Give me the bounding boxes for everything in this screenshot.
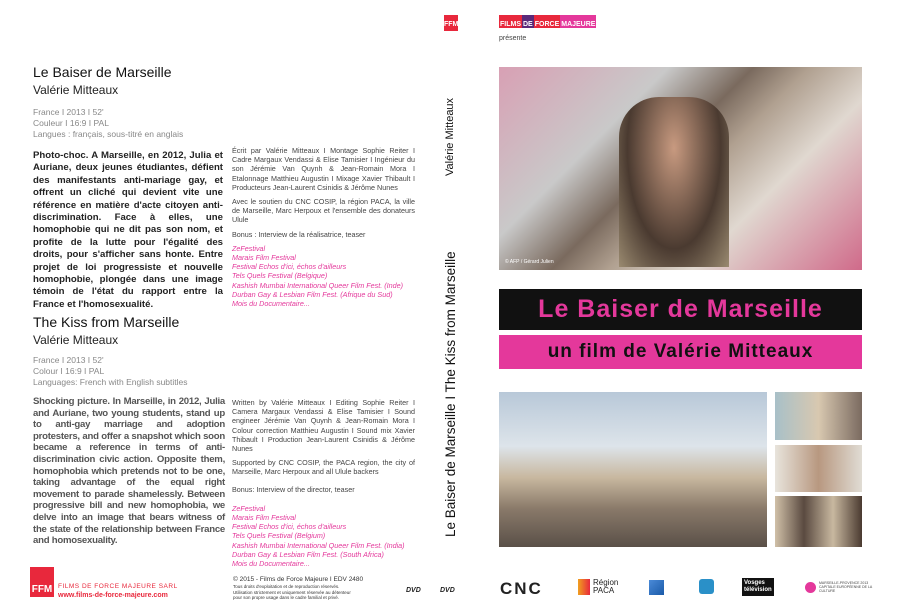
support-text: Supported by CNC COSIP, the PACA region, the city of Marseille, Marc Herpoux and all Ulule backers xyxy=(232,458,415,477)
festival: Kashish Mumbai International Queer Film Fest. (India) xyxy=(232,540,405,550)
french-director: Valérie Mitteaux xyxy=(33,83,119,97)
support-text: Avec le soutien du CNC COSIP, la région PACA, la ville de Marseille, Marc Herpoux et l'ensemble des donateurs Ulule xyxy=(232,197,415,225)
ffm-logo: FFM xyxy=(30,567,54,597)
french-meta xyxy=(33,107,223,140)
festival: Festival Echos d'ici, échos d'ailleurs xyxy=(232,262,347,272)
festival: Durban Gay & Lesbian Film Fest. (South Africa) xyxy=(232,549,384,559)
copyright: © 2015 - Films de Force Majeure I EDV 2480 xyxy=(233,576,364,583)
cnc-logo: CNC xyxy=(500,579,543,598)
brand-word: MAJEURE xyxy=(560,15,596,28)
paca-text: Région PACA xyxy=(593,578,619,595)
spine-director: Valérie Mitteaux xyxy=(444,97,456,176)
brand-word: FORCE xyxy=(534,15,561,28)
english-title: The Kiss from Marseille xyxy=(33,314,180,330)
festival: Tels Quels Festival (Belgique) xyxy=(232,271,328,281)
meta-line: Couleur I 16:9 I PAL xyxy=(33,118,109,128)
mp2013-text: MARSEILLE-PROVENCE 2013 CAPITALE EUROPÉENNE DE LA CULTURE xyxy=(819,581,873,593)
still-photo-3 xyxy=(775,496,862,547)
french-title: Le Baiser de Marseille xyxy=(33,64,172,80)
festival: Festival Echos d'ici, échos d'ailleurs xyxy=(232,522,347,532)
festival: Kashish Mumbai International Queer Film Fest. (Inde) xyxy=(232,280,403,290)
brand-logo xyxy=(499,15,596,28)
english-director: Valérie Mitteaux xyxy=(33,333,119,347)
english-credits xyxy=(232,398,415,568)
legal-line: pour son propre usage dans le cadre familial et privé. xyxy=(233,595,340,600)
legal-line: Tous droits d'exploitation et de reproduction réservés. xyxy=(233,584,340,589)
marseille-city-logo xyxy=(649,580,664,595)
mp2013-circle-icon xyxy=(805,582,816,593)
festival: Mois du Documentaire... xyxy=(232,559,310,569)
festival: Tels Quels Festival (Belgium) xyxy=(232,531,326,541)
paca-emblem-icon xyxy=(578,579,590,595)
legal-text xyxy=(233,584,351,601)
dvd-logo: DVD xyxy=(406,587,421,594)
company-name: FILMS DE FORCE MAJEURE SARL xyxy=(58,583,178,590)
meta-line: Langues : français, sous-titré en anglais xyxy=(33,129,184,139)
vosges-tv-logo: Vosges télévision xyxy=(742,578,774,596)
credits-text: Written by Valérie Mitteaux I Editing Sophie Reiter I Camera Margaux Vendassi & Elise Tamisier I Sound engineer Jérémie Van Quynh & Jean-Romain Mora I Colour correction Matthieu Augustin I Sound mix Xavier Thibault I Production Jean-Laurent Csinidis & Jérôme Nunes xyxy=(232,398,415,454)
english-section xyxy=(33,314,225,547)
bonus-text: Bonus: Interview of the director, teaser xyxy=(232,484,355,494)
kiss-photo xyxy=(499,67,862,270)
spine-ffm-logo: FFM xyxy=(444,15,458,31)
festival: ZeFestival xyxy=(232,243,266,253)
mp2013-logo xyxy=(805,581,874,593)
bonus-text: Bonus : Interview de la réalisatrice, teaser xyxy=(232,229,366,239)
meta-line: Colour I 16:9 I PAL xyxy=(33,366,105,376)
french-synopsis: Photo-choc. A Marseille, en 2012, Julia et Auriane, deux jeunes étudiantes, défient des manifestants anti-mariage gay, et offrent un cliché qui devient vite une référence en matière d'acte citoyen anti-discrimination. Face à elles, une homophobie qui ne dit pas son nom, et profite de la lutte pour l'égalité des droits, pour s'afficher sans honte. Entre projet de loi progressiste et nouvelle homophobie, plongée dans une image témoin de l'état du rapport entre la France et l'homosexualité. xyxy=(33,150,223,310)
dvd-logo: DVD xyxy=(440,587,455,594)
festival: Marais Film Festival xyxy=(232,253,296,263)
photo-couple xyxy=(619,97,729,267)
brand-word: DE xyxy=(522,15,534,28)
marseille-photo xyxy=(499,392,767,547)
legal-line: Utilisation strictement et uniquement réservée au détenteur xyxy=(233,589,351,595)
still-photo-1 xyxy=(775,392,862,440)
english-synopsis: Shocking picture. In Marseille, in 2012, Julia and Auriane, two young students, stand up to anti-gay marriage and adoption protesters, and offer a snapshot which soon became a reference in terms of anti-discrimination civic action. Opposite them, homophobia which pretends not to be one, taking advantage of the equal right movement to parade shamelessly. Between progressive bill and new homophobia, we delve into an image that bears witness of the state of the relationship between France and homosexuality. xyxy=(33,396,225,547)
credits-text: Écrit par Valérie Mitteaux I Montage Sophie Reiter I Cadre Margaux Vendassi & Elise Tamisier I Ingénieur du son Jérémie Van Quynh & Jean-Romain Mora I Etalonnage Matthieu Augustin I Mixage Xavier Thibault I Producteurs Jean-Laurent Csinidis & Jérôme Nunes xyxy=(232,146,415,192)
meta-line: France I 2013 I 52' xyxy=(33,355,104,365)
photo-credit: © AFP / Gérard Julien xyxy=(505,259,554,265)
festival: Mois du Documentaire... xyxy=(232,299,310,309)
festival-list xyxy=(232,244,415,308)
festival: Durban Gay & Lesbian Film Fest. (Afrique du Sud) xyxy=(232,289,393,299)
english-meta xyxy=(33,355,225,388)
festival: Marais Film Festival xyxy=(232,513,296,523)
meta-line: Languages: French with English subtitles xyxy=(33,377,188,387)
company-website[interactable]: www.films-de-force-majeure.com xyxy=(58,592,168,599)
brand-word: FILMS xyxy=(499,15,522,28)
subtitle-banner: un film de Valérie Mitteaux xyxy=(499,335,862,369)
festival-list xyxy=(232,504,415,568)
french-section xyxy=(33,64,223,311)
festival: ZeFestival xyxy=(232,503,266,513)
still-photo-2 xyxy=(775,445,862,492)
title-banner: Le Baiser de Marseille xyxy=(499,289,862,330)
region-paca-logo xyxy=(578,579,623,595)
presents-text: présente xyxy=(499,35,527,42)
spine-title: Le Baiser de Marseille I The Kiss from Marseille xyxy=(443,251,458,537)
french-credits xyxy=(232,146,415,308)
ulule-logo xyxy=(699,579,714,594)
meta-line: France I 2013 I 52' xyxy=(33,107,104,117)
